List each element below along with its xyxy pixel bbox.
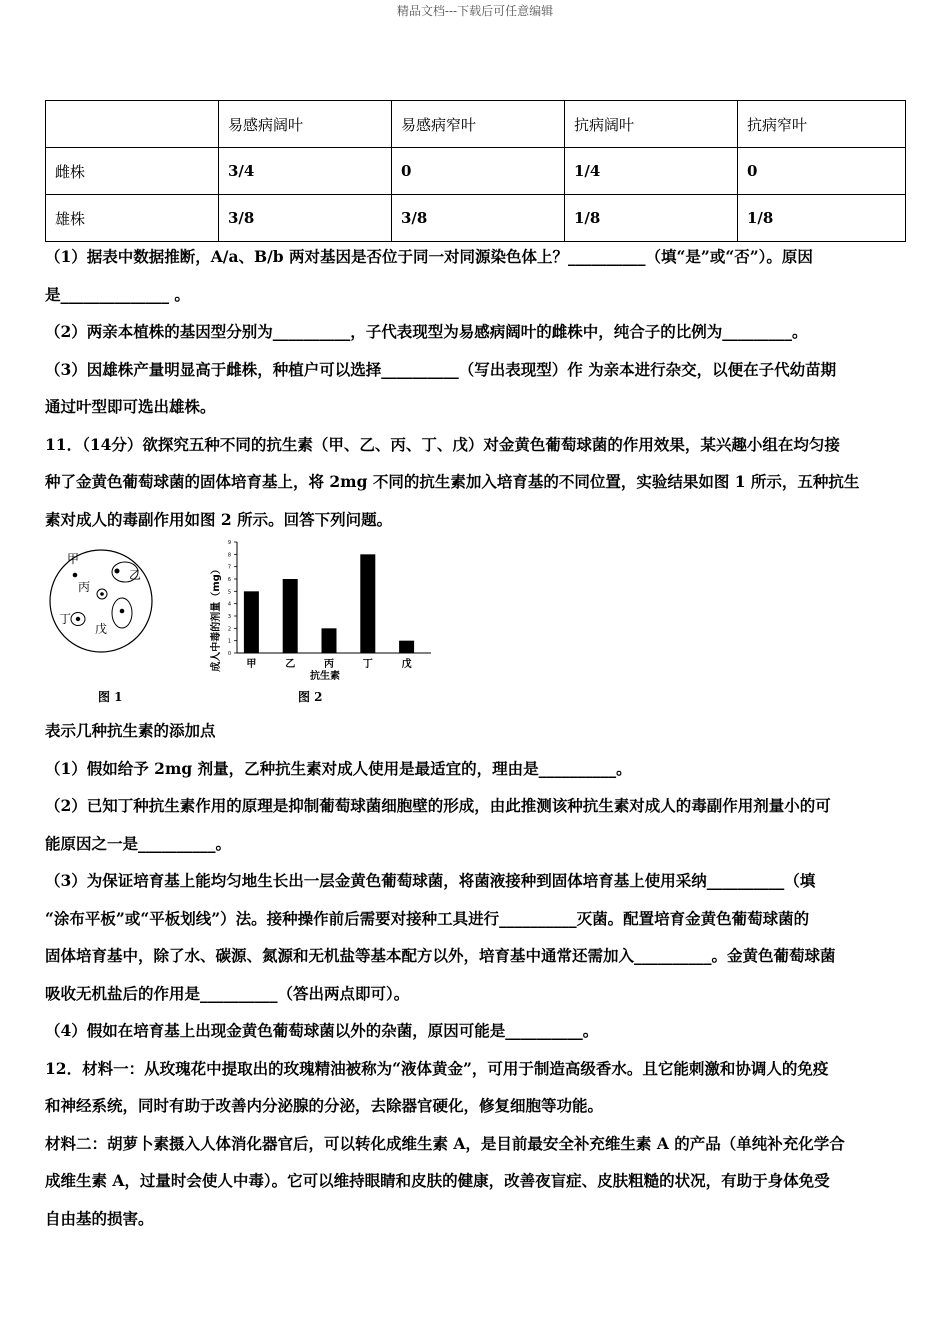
question-block-2 bbox=[45, 712, 907, 1237]
table-header-cell: 抗病窄叶 bbox=[738, 101, 906, 148]
text-line: （1）据表中数据推断，A/a、B/b 两对基因是否位于同一对同源染色体上？__________（填“是”或“否”）。原因 bbox=[45, 247, 813, 266]
point-ding bbox=[76, 617, 80, 621]
y-tick-label: 4 bbox=[227, 601, 231, 608]
bar bbox=[322, 628, 337, 653]
figure-2-caption: 图 2 bbox=[298, 690, 323, 704]
x-tick-label: 丁 bbox=[362, 659, 373, 670]
text-line: 固体培育基中，除了水、碳源、氮源和无机盐等基本配方以外，培育基中通常还需加入__________。金黄色葡萄球菌 bbox=[45, 946, 836, 965]
text-line: 材料二：胡萝卜素摄入人体消化器官后，可以转化成维生素 A，是目前最安全补充维生素 A 的产品（单纯补充化学合 bbox=[45, 1133, 845, 1153]
label-bing: 丙 bbox=[78, 580, 91, 594]
text-line: 是______________ 。 bbox=[45, 284, 190, 304]
text-line: （1）假如给予 2mg 剂量，乙种抗生素对成人使用是最适宜的，理由是__________。 bbox=[45, 758, 632, 778]
x-tick-label: 戊 bbox=[401, 659, 412, 670]
text-line: 12．材料一：从玫瑰花中提取出的玫瑰精油被称为“液体黄金”，可用于制造高级香水。且它能刺激和协调人的免疫 bbox=[45, 1058, 829, 1078]
petri-dish-figure bbox=[45, 545, 157, 657]
y-tick-label: 3 bbox=[227, 614, 231, 620]
table-header-cell: 易感病窄叶 bbox=[392, 101, 565, 148]
table-header-cell: 易感病阔叶 bbox=[219, 101, 392, 148]
point-bing bbox=[100, 592, 104, 596]
text-line: 能原因之一是__________。 bbox=[45, 833, 232, 853]
y-tick-label: 7 bbox=[227, 564, 231, 571]
label-ding: 丁 bbox=[59, 612, 72, 626]
bar bbox=[399, 641, 414, 653]
bar bbox=[360, 554, 375, 653]
toxicity-bar-chart bbox=[205, 536, 445, 686]
label-wu: 戊 bbox=[95, 622, 108, 636]
y-tick-label: 9 bbox=[227, 540, 231, 546]
table-cell: 雄株 bbox=[46, 195, 219, 242]
petri-dish-outline bbox=[50, 550, 152, 652]
text-line: 吸收无机盐后的作用是__________（答出两点即可）。 bbox=[45, 983, 410, 1003]
text-line: 自由基的损害。 bbox=[45, 1208, 154, 1228]
label-jia: 甲 bbox=[67, 552, 80, 566]
point-jia bbox=[73, 573, 78, 578]
y-tick-label: 5 bbox=[227, 589, 231, 596]
text-line: 种了金黄色葡萄球菌的固体培育基上，将 2mg 不同的抗生素加入培育基的不同位置，实验结果如图 1 所示，五种抗生 bbox=[45, 472, 860, 491]
table-cell: 雌株 bbox=[46, 148, 219, 195]
text-line: （4）假如在培育基上出现金黄色葡萄球菌以外的杂菌，原因可能是__________。 bbox=[45, 1021, 599, 1040]
page-header: 精品文档---下载后可任意编辑 bbox=[396, 4, 554, 18]
table-cell: 0 bbox=[392, 148, 565, 195]
x-tick-label: 乙 bbox=[285, 659, 296, 670]
text-line: 11．（14分）欲探究五种不同的抗生素（甲、乙、丙、丁、戊）对金黄色葡萄球菌的作用效果，某兴趣小组在均匀接 bbox=[45, 434, 840, 454]
y-axis-label: 成人中毒的剂量（mg） bbox=[211, 564, 222, 672]
question-block-1 bbox=[45, 238, 907, 538]
text-line: （3）为保证培育基上能均匀地生长出一层金黄色葡萄球菌，将菌液接种到固体培育基上使用采纳__________（填 bbox=[45, 871, 816, 890]
point-yi bbox=[115, 569, 120, 574]
x-axis-label: 抗生素 bbox=[310, 671, 340, 682]
figure-1-caption: 图 1 bbox=[98, 690, 123, 704]
text-line: 素对成人的毒副作用如图 2 所示。回答下列问题。 bbox=[45, 509, 393, 529]
y-tick-label: 0 bbox=[227, 651, 231, 657]
table-header-cell bbox=[46, 101, 219, 148]
bar bbox=[283, 579, 298, 653]
table-cell: 3/4 bbox=[219, 148, 392, 195]
table-cell: 0 bbox=[738, 148, 906, 195]
bar bbox=[244, 591, 259, 653]
text-line: （2）两亲本植株的基因型分别为__________，子代表现型为易感病阔叶的雌株中，纯合子的比例为_________。 bbox=[45, 322, 808, 341]
genotype-table bbox=[45, 100, 906, 242]
table-header-cell: 抗病阔叶 bbox=[565, 101, 738, 148]
table-header-row bbox=[46, 101, 906, 148]
y-tick-label: 8 bbox=[227, 552, 231, 559]
label-yi: 乙 bbox=[129, 568, 142, 582]
text-line: 和神经系统，同时有助于改善内分泌腺的分泌，去除器官硬化，修复细胞等功能。 bbox=[45, 1096, 604, 1115]
table-cell: 3/8 bbox=[219, 195, 392, 242]
text-line: （2）已知丁种抗生素作用的原理是抑制葡萄球菌细胞壁的形成，由此推测该种抗生素对成人的毒副作用剂量小的可 bbox=[45, 796, 831, 815]
table-cell: 1/8 bbox=[738, 195, 906, 242]
x-tick-label: 甲 bbox=[246, 659, 257, 670]
text-line: 成维生素 A，过量时会使人中毒）。它可以维持眼睛和皮肤的健康，改善夜盲症、皮肤粗糙的状况，有助于身体免受 bbox=[45, 1171, 830, 1190]
table-cell: 1/8 bbox=[565, 195, 738, 242]
table-row bbox=[46, 148, 906, 195]
y-tick-label: 1 bbox=[227, 638, 231, 645]
text-line: 表示几种抗生素的添加点 bbox=[45, 721, 216, 740]
text-line: “涂布平板”或“平板划线”）法。接种操作前后需要对接种工具进行__________灭菌。配置培育金黄色葡萄球菌的 bbox=[45, 908, 810, 928]
y-tick-label: 6 bbox=[227, 577, 231, 583]
table-cell: 1/4 bbox=[565, 148, 738, 195]
table-row bbox=[46, 195, 906, 242]
point-wu bbox=[120, 609, 125, 614]
text-line: 通过叶型即可选出雄株。 bbox=[45, 397, 216, 416]
x-tick-label: 丙 bbox=[324, 659, 334, 670]
table-cell: 3/8 bbox=[392, 195, 565, 242]
y-tick-label: 2 bbox=[227, 626, 231, 633]
text-line: （3）因雄株产量明显高于雌株，种植户可以选择__________（写出表现型）作 为亲本进行杂交，以便在子代幼苗期 bbox=[45, 359, 837, 379]
